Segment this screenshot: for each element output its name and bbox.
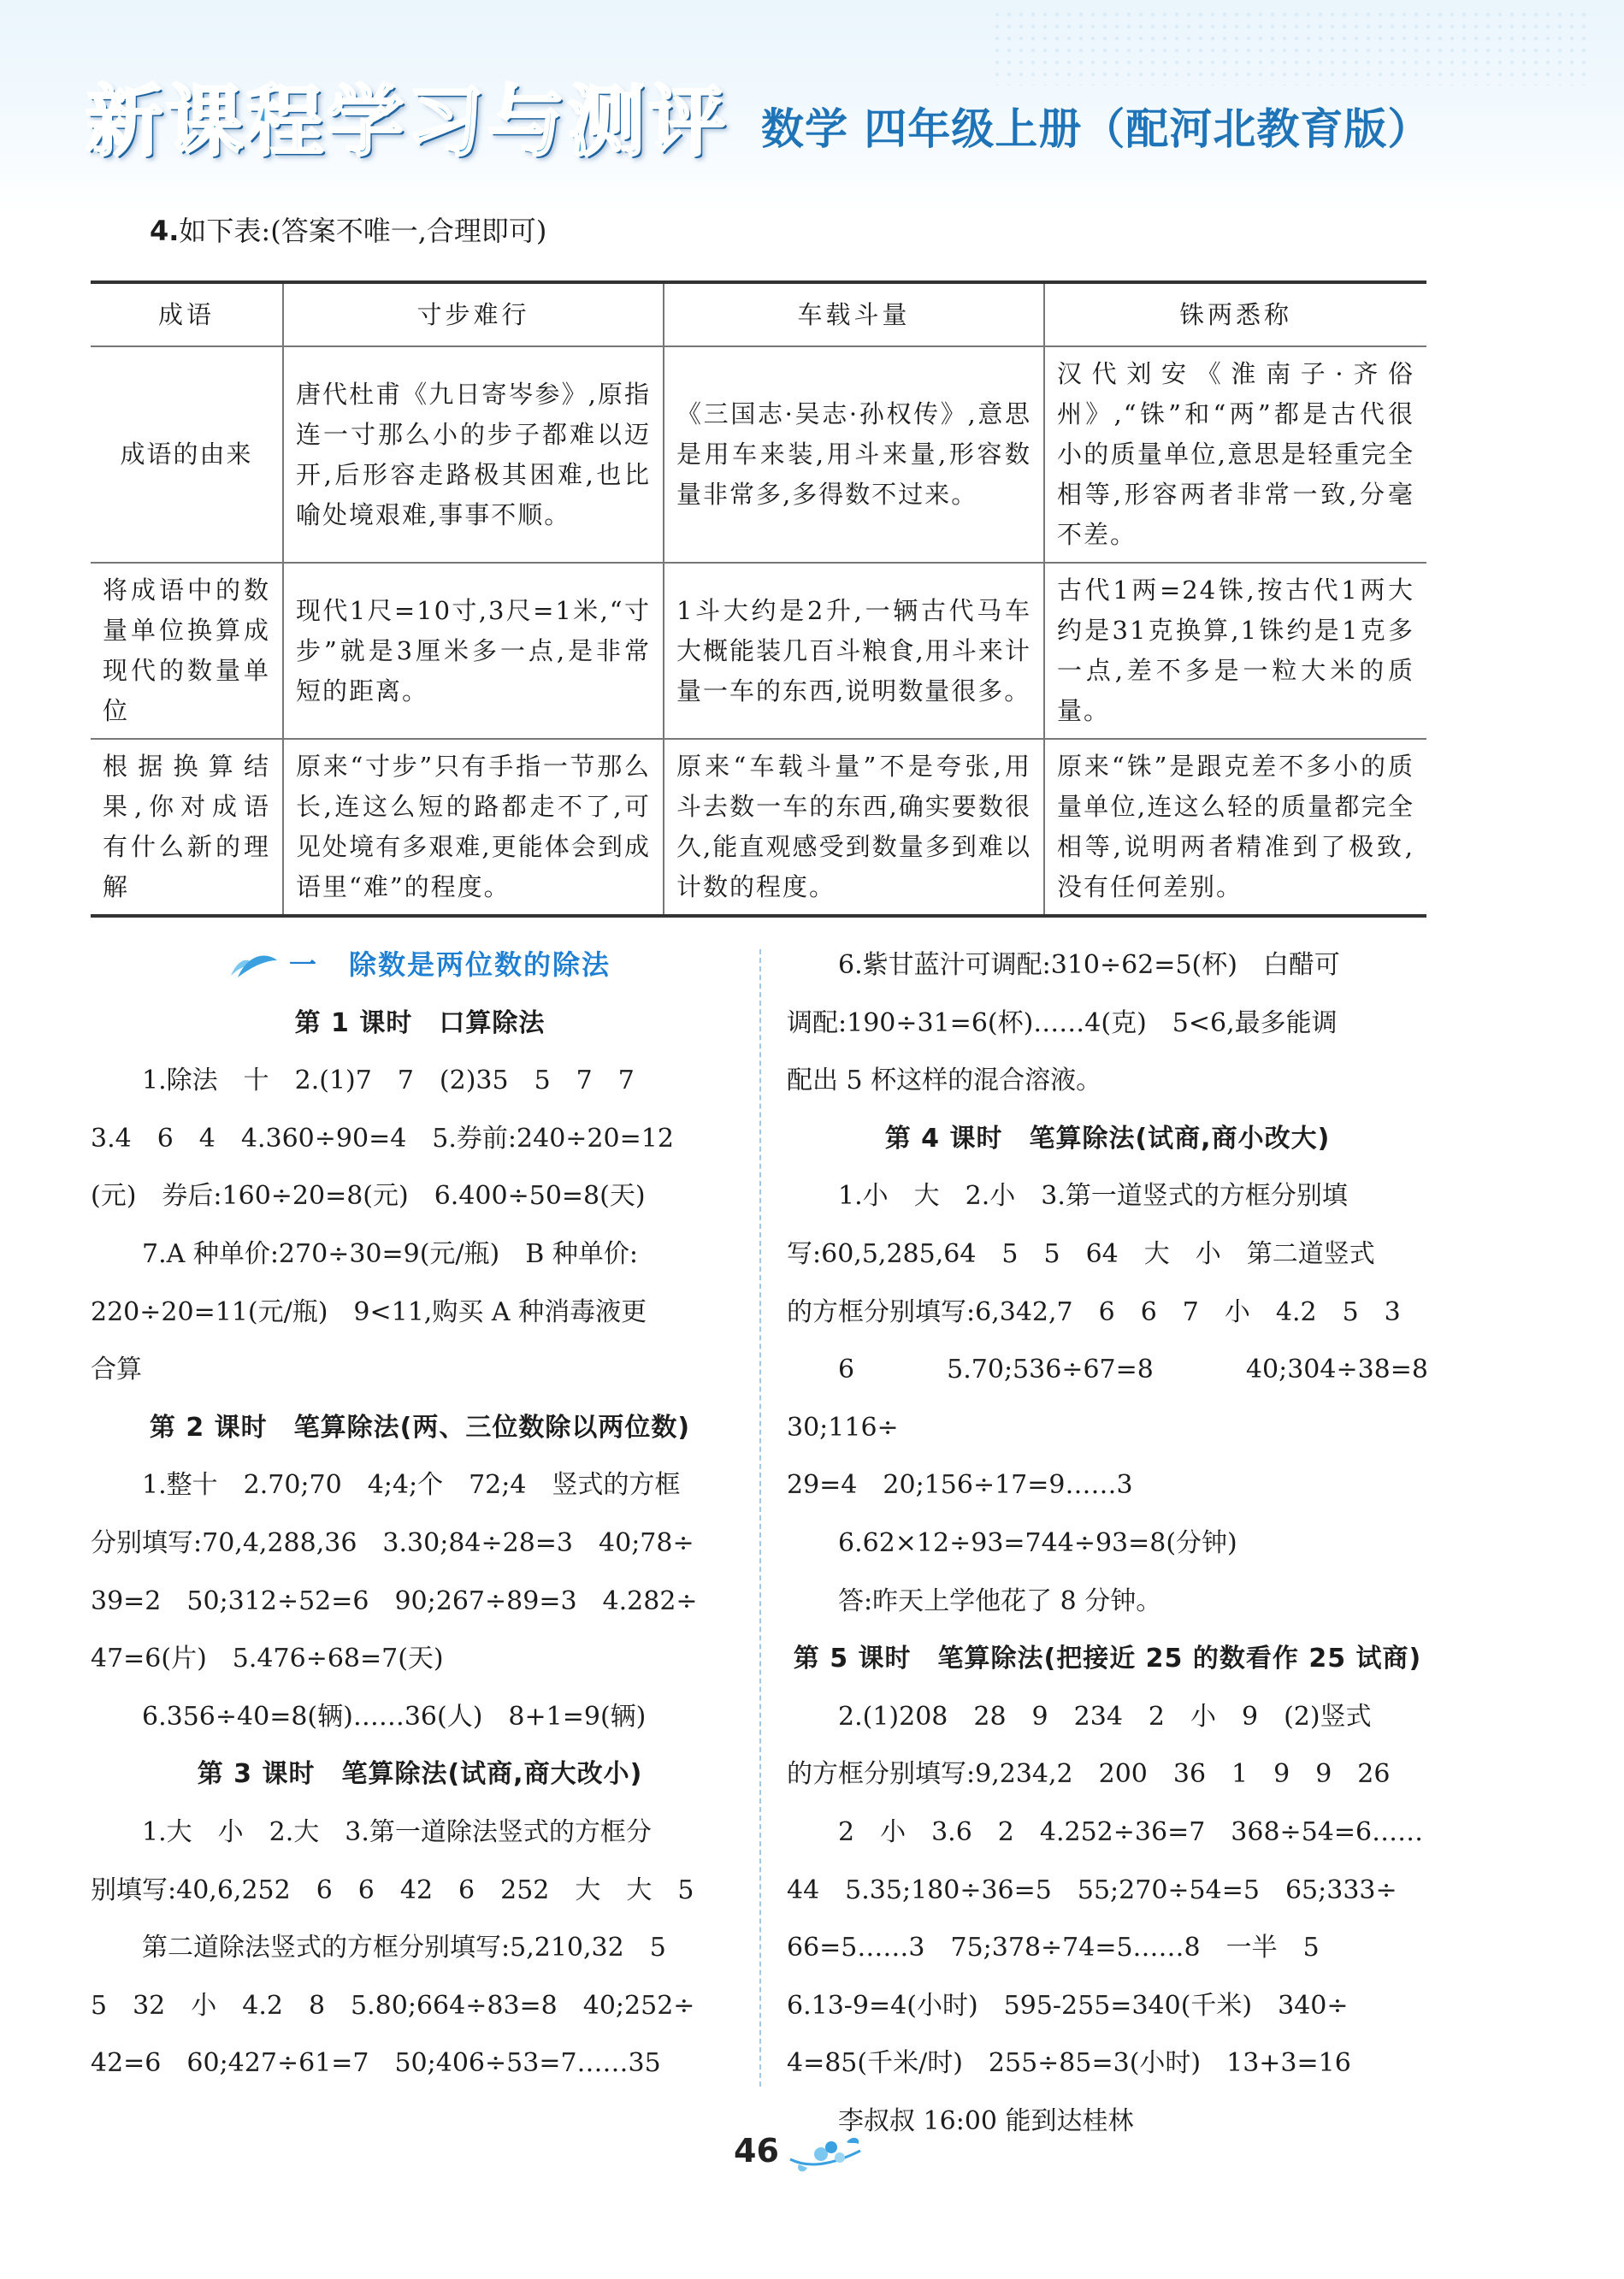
- table-cell: 汉代刘安《淮南子·齐俗州》,“铢”和“两”都是古代很小的质量单位,意思是轻重完全相等,形容两者非常一致,分毫不差。: [1044, 346, 1426, 563]
- table-cell: 古代1两=24铢,按古代1两大约是31克换算,1铢约是1克多一点,差不多是一粒大米的质量。: [1044, 563, 1426, 739]
- answer-line: 47=6(片) 5.476÷68=7(天): [91, 1644, 444, 1674]
- answer-line: 答:昨天上学他花了 8 分钟。: [838, 1585, 1162, 1616]
- table-header-row: [91, 282, 1426, 346]
- lesson-title: 第 5 课时 笔算除法(把接近 25 的数看作 25 试商): [793, 1644, 1422, 1674]
- table-header-cell: 寸步难行: [283, 282, 664, 346]
- answer-line: 4=85(千米/时) 255÷85=3(小时) 13+3=16: [787, 2048, 1351, 2079]
- lesson-title: 第 1 课时 口算除法: [294, 1007, 546, 1038]
- answer-line: 2 小 3.6 2 4.252÷36=7 368÷54=6……: [838, 1816, 1424, 1847]
- book-subtitle: 数学 四年级上册（配河北教育版）: [761, 104, 1432, 154]
- table-header-cell: 成语: [91, 282, 283, 346]
- table-row: [91, 563, 1426, 739]
- answer-line: 5 32 小 4.2 8 5.80;664÷83=8 40;252÷: [91, 1990, 695, 2021]
- column-divider: [759, 949, 761, 2087]
- page-number: 46: [734, 2132, 779, 2170]
- table-row: [91, 346, 1426, 563]
- answer-line: 1.小 大 2.小 3.第一道竖式的方框分别填: [838, 1181, 1348, 1212]
- answer-line: 42=6 60;427÷61=7 50;406÷53=7……35: [91, 2048, 661, 2079]
- answer-line: 220÷20=11(元/瓶) 9<11,购买 A 种消毒液更: [91, 1296, 647, 1327]
- answer-line: 第二道除法竖式的方框分别填写:5,210,32 5: [142, 1933, 666, 1963]
- lesson-title: 第 4 课时 笔算除法(试商,商小改大): [884, 1123, 1331, 1154]
- answer-line: 李叔叔 16:00 能到达桂林: [838, 2105, 1134, 2136]
- answer-line: 7.A 种单价:270÷30=9(元/瓶) B 种单价:: [142, 1238, 638, 1269]
- answer-line: 1.大 小 2.大 3.第一道除法竖式的方框分: [142, 1816, 652, 1847]
- row-label: 根据换算结果,你对成语有什么新的理解: [91, 739, 283, 916]
- table-row: [91, 739, 1426, 916]
- answer-line: 6.62×12÷93=744÷93=8(分钟): [838, 1527, 1237, 1558]
- idiom-table: [91, 280, 1426, 918]
- answer-line: 6.紫甘蓝汁可调配:310÷62=5(杯) 白醋可: [838, 950, 1340, 980]
- table-cell: 1斗大约是2升,一辆古代马车大概能装几百斗粮食,用斗来计量一车的东西,说明数量很多。: [664, 563, 1044, 739]
- unit-title: 除数是两位数的除法: [349, 948, 611, 981]
- table-cell: 原来“铢”是跟克差不多小的质量单位,连这么轻的质量都完全相等,说明两者精准到了极致,没有任何差别。: [1044, 739, 1426, 916]
- lesson-title: 第 3 课时 笔算除法(试商,商大改小): [197, 1759, 643, 1790]
- leaf-icon: [229, 952, 279, 979]
- answer-line: 合算: [91, 1355, 142, 1385]
- answer-line: 2.(1)208 28 9 234 2 小 9 (2)竖式: [838, 1701, 1372, 1732]
- unit-heading: [91, 936, 749, 995]
- answers-right-column: [787, 936, 1454, 2150]
- table-header-cell: 铢两悉称: [1044, 282, 1426, 346]
- table-cell: 原来“寸步”只有手指一节那么长,连这么短的路都走不了,可见处境有多艰难,更能体会到成语里“难”的程度。: [283, 739, 664, 916]
- table-cell: 唐代杜甫《九日寄岑参》,原指连一寸那么小的步子都难以迈开,后形容走路极其困难,也比喻处境艰难,事事不顺。: [283, 346, 664, 563]
- table-cell: 《三国志·吴志·孙权传》,意思是用车来装,用斗来量,形容数量非常多,多得数不过来。: [664, 346, 1044, 563]
- row-label: 成语的由来: [91, 346, 283, 563]
- question-text: 如下表:(答案不唯一,合理即可): [179, 215, 547, 247]
- answer-line: 1.除法 十 2.(1)7 7 (2)35 5 7 7: [142, 1066, 635, 1096]
- answer-line: 配出 5 杯这样的混合溶液。: [787, 1066, 1102, 1096]
- unit-number: 一: [288, 948, 318, 981]
- book-brand-title: 新课程学习与测评: [86, 77, 729, 167]
- answer-line: 6.13-9=4(小时) 595-255=340(千米) 340÷: [787, 1990, 1349, 2021]
- table-header-cell: 车载斗量: [664, 282, 1044, 346]
- answer-line: 写:60,5,285,64 5 5 64 大 小 第二道竖式: [787, 1238, 1375, 1269]
- answer-line: 6 5.70;536÷67=8 40;304÷38=8 30;116÷: [787, 1355, 1454, 1443]
- question-4-heading: [150, 212, 546, 250]
- answer-line: 的方框分别填写:6,342,7 6 6 7 小 4.2 5 3: [787, 1296, 1401, 1327]
- answer-line: 分别填写:70,4,288,36 3.30;84÷28=3 40;78÷: [91, 1527, 694, 1558]
- question-number: 4.: [150, 215, 180, 247]
- answer-line: 44 5.35;180÷36=5 55;270÷54=5 65;333÷: [787, 1875, 1397, 1905]
- table-cell: 原来“车载斗量”不是夸张,用斗去数一车的东西,确实要数很久,能直观感受到数量多到难以计数的程度。: [664, 739, 1044, 916]
- answer-line: 调配:190÷31=6(杯)……4(克) 5<6,最多能调: [787, 1007, 1338, 1038]
- header-dot-pattern: [991, 9, 1590, 86]
- answer-line: 的方框分别填写:9,234,2 200 36 1 9 9 26: [787, 1759, 1391, 1790]
- answer-line: 66=5……3 75;378÷74=5……8 一半 5: [787, 1933, 1320, 1963]
- answer-line: 29=4 20;156÷17=9……3: [787, 1470, 1133, 1501]
- lesson-title: 第 2 课时 笔算除法(两、三位数除以两位数): [149, 1412, 691, 1443]
- answer-line: (元) 券后:160÷20=8(元) 6.400÷50=8(天): [91, 1181, 646, 1212]
- answers-left-column: [91, 936, 749, 2093]
- flower-ornament-icon: [787, 2134, 864, 2176]
- answer-line: 39=2 50;312÷52=6 90;267÷89=3 4.282÷: [91, 1585, 698, 1616]
- answer-line: 别填写:40,6,252 6 6 42 6 252 大 大 5: [91, 1875, 694, 1905]
- answer-line: 6.356÷40=8(辆)……36(人) 8+1=9(辆): [142, 1701, 647, 1732]
- table-cell: 现代1尺=10寸,3尺=1米,“寸步”就是3厘米多一点,是非常短的距离。: [283, 563, 664, 739]
- answer-line: 3.4 6 4 4.360÷90=4 5.券前:240÷20=12: [91, 1123, 674, 1154]
- answer-line: 1.整十 2.70;70 4;4;个 72;4 竖式的方框: [142, 1470, 681, 1501]
- row-label: 将成语中的数量单位换算成现代的数量单位: [91, 563, 283, 739]
